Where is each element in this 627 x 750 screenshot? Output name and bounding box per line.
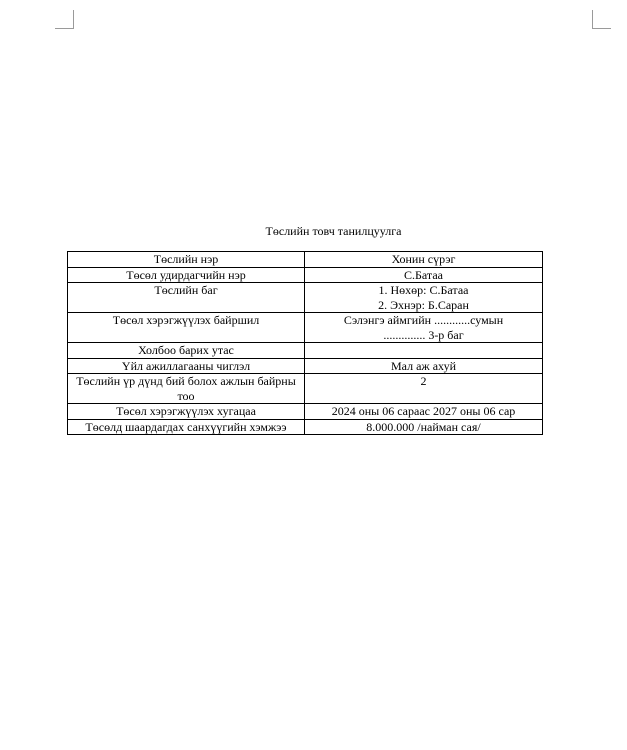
table-row [68, 343, 543, 359]
row-value [305, 374, 543, 404]
row-label: Төсөл хэрэгжүүлэх хугацаа [68, 404, 305, 420]
project-summary-table [67, 251, 543, 435]
row-value-line: Хонин сүрэг [391, 252, 456, 266]
table-row [68, 419, 543, 435]
row-value-line: С.Батаа [404, 267, 443, 282]
row-label: Төслийн үр дүнд бий болох ажлын байрны тоо [68, 374, 305, 404]
table-row [68, 374, 543, 404]
row-value-line: 2024 оны 06 сараас 2027 оны 06 сар [331, 404, 516, 418]
row-value [305, 419, 543, 435]
table-row [68, 313, 543, 343]
row-value-line: Мал аж ахуй [391, 358, 456, 373]
row-value [305, 404, 543, 420]
row-label: Төсөл удирдагчийн нэр [68, 267, 305, 283]
row-value [305, 283, 543, 313]
table-row [68, 283, 543, 313]
table-row [68, 267, 543, 283]
document-title: Төслийн товч танилцуулга [265, 224, 402, 238]
row-value-line: .............. 3-р баг [383, 327, 464, 342]
page-margin-corner-top-right [592, 10, 611, 29]
row-label: Төсөл хэрэгжүүлэх байршил [68, 313, 305, 343]
row-label: Төслийн баг [68, 283, 305, 313]
table-row [68, 404, 543, 420]
row-value [305, 267, 543, 283]
row-value-line: 2. Эхнэр: Б.Саран [378, 297, 469, 312]
row-value [305, 252, 543, 268]
row-label: Холбоо барих утас [68, 343, 305, 359]
row-value-line: 2 [420, 374, 427, 388]
row-value-line: 8.000.000 /найман сая/ [366, 419, 481, 434]
row-value-line: 1. Нөхөр: С.Батаа [378, 283, 469, 297]
row-value [305, 313, 543, 343]
table-row [68, 252, 543, 268]
table-row [68, 358, 543, 374]
row-value-line: Сэлэнгэ аймгийн ............сумын [343, 313, 504, 327]
row-value [305, 358, 543, 374]
page-margin-corner-top-left [55, 10, 74, 29]
row-label: Төсөлд шаардагдах санхүүгийн хэмжээ [68, 419, 305, 435]
row-value [305, 343, 543, 359]
row-label: Үйл ажиллагааны чиглэл [68, 358, 305, 374]
row-label: Төслийн нэр [68, 252, 305, 268]
